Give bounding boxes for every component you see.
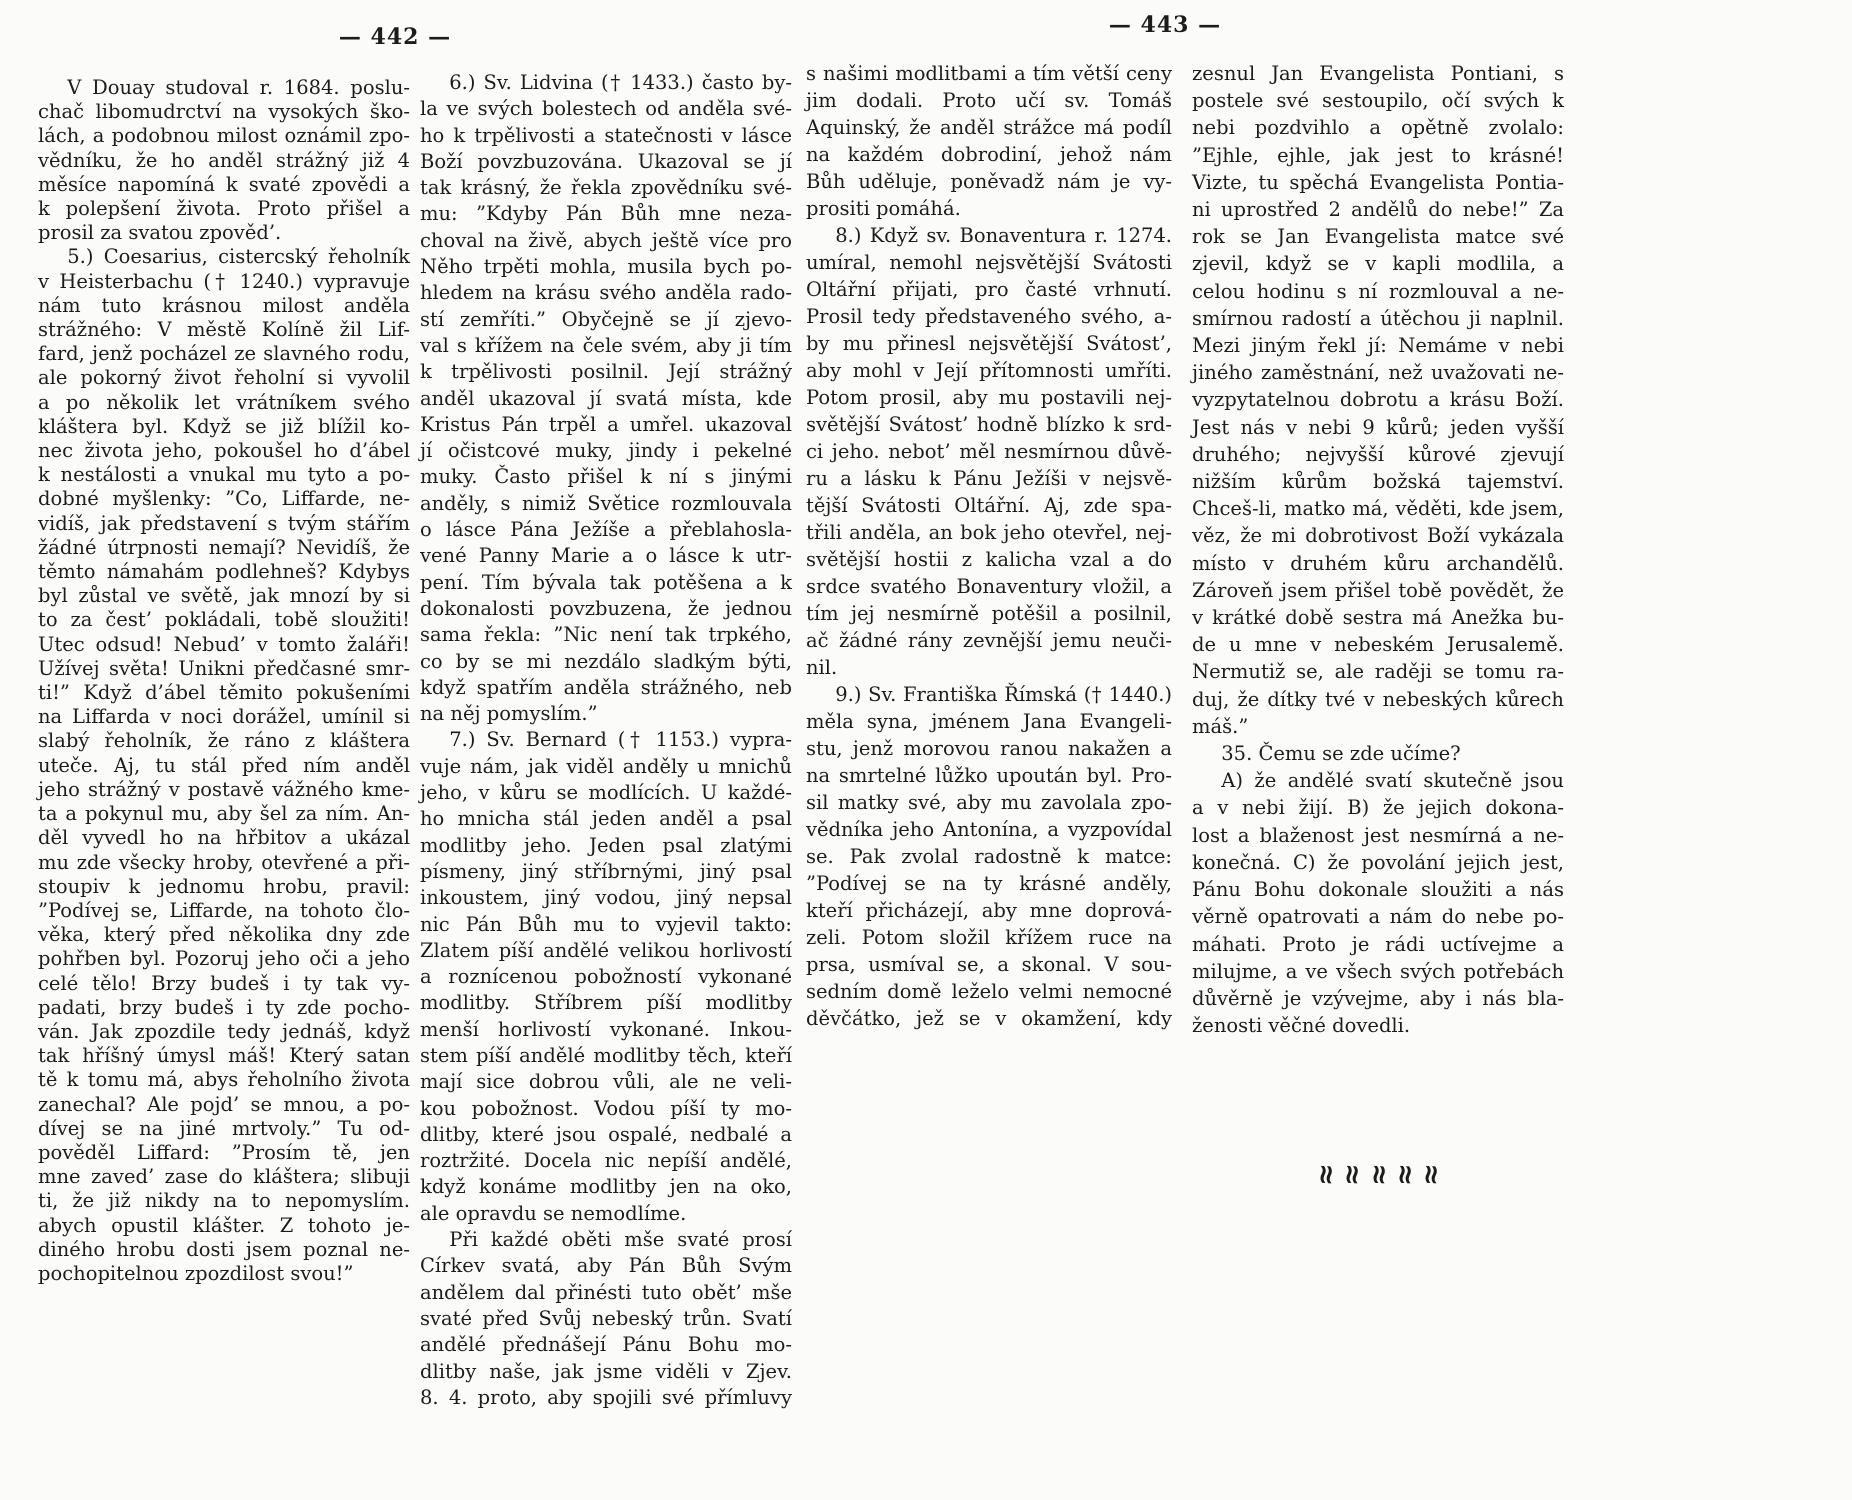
text-line: sama řekla: ”Nic není tak trpkého, xyxy=(420,623,792,647)
text-line: a po několik let vrátníkem svého xyxy=(38,390,410,414)
text-line: kou pobožnost. Vodou píší ty mo- xyxy=(420,1096,792,1120)
text-line: na smrtelné lůžko upoután byl. Pro- xyxy=(806,764,1172,787)
text-line: pochopitelnou zpozdilost svou!” xyxy=(38,1261,354,1285)
text-line: Pánu Bohu dokonale sloužiti a nás xyxy=(1192,878,1564,902)
squiggle-ornament-icon: ≀≀ xyxy=(1422,1158,1437,1191)
text-line: duj, že dítky tvé v nebeských kůrech xyxy=(1192,687,1564,711)
text-line: ti, že již nikdy na to nepomyslím. xyxy=(38,1189,410,1213)
text-line: muky. Často přišel k ní s jinými xyxy=(420,465,792,489)
text-line: chač libomudrctví na vysokých ško- xyxy=(38,100,410,124)
text-line: byl zůstal ve světě, jak mnozí by si xyxy=(38,584,410,608)
text-line: s našimi modlitbami a tím větší ceny xyxy=(806,62,1172,85)
text-line: ci jeho. nebot’ měl nesmírnou důvě- xyxy=(806,440,1172,463)
text-line: V Douay studoval r. 1684. poslu- xyxy=(67,76,410,99)
text-line: máhati. Proto je rádi uctívejme a xyxy=(1192,932,1564,956)
text-line: menší horlivostí vykonané. Inkou- xyxy=(420,1017,792,1041)
text-line: 5.) Coesarius, cistercský řeholník xyxy=(67,245,410,269)
text-line: nebi pozdvihlo a opětně zvolalo: xyxy=(1192,116,1564,140)
text-line: Nermutiž se, ale raději se tomu ra- xyxy=(1192,660,1564,684)
text-line: sil matky své, aby mu zavolala zpo- xyxy=(806,791,1172,814)
text-line: Jest nás v nebi 9 kůrů; jeden vyšší xyxy=(1192,415,1564,439)
text-line: 35. Čemu se zde učíme? xyxy=(1221,742,1461,766)
text-line: stem píší andělé modlitby těch, kteří xyxy=(420,1043,792,1067)
text-line: Oltářní přijati, pro časté vrhnutí. xyxy=(806,278,1172,301)
text-line: třili anděla, an bok jeho otevřel, nej- xyxy=(806,521,1172,544)
text-line: nám tuto krásnou milost anděla xyxy=(38,293,410,317)
text-line: milujme, a ve všech svých potřebách xyxy=(1192,959,1564,983)
text-line: by mu přinesl nejsvětější Svátost’, xyxy=(806,332,1172,355)
text-line: dobné myšlenky: ”Co, Liffarde, ne- xyxy=(38,487,410,511)
text-line: choval na živě, abych ještě více pro xyxy=(420,228,792,252)
text-line: v krátké době sestra má Anežka bu- xyxy=(1192,606,1564,630)
text-line: mají sice dobrou vůli, ale ne veli- xyxy=(420,1070,792,1094)
text-line: Bůh uděluje, poněvadž nám je vy- xyxy=(806,170,1172,193)
text-line: jim dodali. Proto učí sv. Tomáš xyxy=(806,89,1172,112)
text-line: Aquinský, že anděl strážce má podíl xyxy=(806,116,1172,139)
text-line: děl vyvedl ho na hřbitov a ukázal xyxy=(38,826,410,850)
text-line: ván. Jak zpozdile tedy jednáš, když xyxy=(38,1019,410,1043)
text-line: Církev svatá, aby Pán Bůh Svým xyxy=(420,1254,792,1278)
text-line: celou hodinu s ní rozmlouval a ne- xyxy=(1192,279,1564,303)
text-line: 8. 4. proto, aby spojili své přímluvy xyxy=(420,1385,792,1409)
text-line: místo v druhém kůru archandělů. xyxy=(1192,551,1564,575)
text-line: pení. Tím bývala tak potěšena a k xyxy=(420,570,792,594)
text-line: nic Pán Bůh mu to vyjevil takto: xyxy=(420,912,792,936)
text-line: věrně opatrovati a nám do nebe po- xyxy=(1192,905,1564,929)
squiggle-ornament-icon: ≀≀ xyxy=(1369,1158,1384,1191)
text-line: dlitby, které jsou ospalé, nedbalé a xyxy=(420,1122,792,1146)
text-line: Něho trpěti mohla, musila bych po- xyxy=(420,255,792,279)
text-line: se. Pak zvolal radostně k matce: xyxy=(806,845,1172,868)
text-line: ho mnicha stál jeden anděl a psal xyxy=(420,807,792,831)
page-443-column-1 xyxy=(806,60,1172,1032)
squiggle-ornament-icon: ≀≀ xyxy=(1343,1158,1358,1191)
text-line: písmeny, jiný stříbrnými, jiný psal xyxy=(420,859,792,883)
text-line: prsa, usmíval se, a skonal. V sou- xyxy=(806,953,1172,976)
text-line: Kristus Pán trpěl a umřel. ukazoval xyxy=(420,412,792,436)
text-line: fard, jenž pocházel ze slavného rodu, xyxy=(38,342,410,366)
text-line: na Liffarda v noci dorážel, umínil si xyxy=(38,705,410,729)
text-line: 7.) Sv. Bernard († 1153.) vypra- xyxy=(449,728,792,752)
text-line: mu: ”Kdyby Pán Bůh mne neza- xyxy=(420,202,792,226)
text-line: měsíce napomíná k svaté zpovědi a xyxy=(38,172,410,196)
page-number-442: — 442 — xyxy=(338,24,452,50)
text-line: slabý řeholník, že ráno z kláštera xyxy=(38,729,410,753)
text-line: vené Panny Marie a o lásce k utr- xyxy=(420,544,792,568)
text-line: stoupiv k jednomu hrobu, pravil: xyxy=(38,874,410,898)
text-line: dívej se na jiné mrtvoly.” Tu od- xyxy=(38,1116,410,1140)
text-line: ”Podívej se, Liffarde, na tohoto člo- xyxy=(38,898,410,922)
text-line: uteče. Aj, tu stál před ním anděl xyxy=(38,753,410,777)
text-line: k polepšení života. Proto přišel a xyxy=(38,197,410,221)
text-line: světější hostii z kalicha vzal a do xyxy=(806,548,1172,571)
text-line: těmto námahám podlehneš? Kdybys xyxy=(38,560,410,584)
text-line: a roznícenou pobožností vykonané xyxy=(420,965,792,989)
text-line: strážného: V městě Kolíně žil Lif- xyxy=(38,318,410,342)
text-line: lách, a podobnou milost oznámil zpo- xyxy=(38,124,410,148)
text-line: anděl ukazoval jí svatá místa, kde xyxy=(420,386,792,410)
text-line: co by se mi nezdálo sladkým býti, xyxy=(420,649,792,673)
section-divider-ornament xyxy=(1318,1150,1435,1200)
text-line: Užívej světa! Unikni předčasné smr- xyxy=(38,656,410,680)
text-line: ale opravdu se nemodlíme. xyxy=(420,1201,687,1225)
text-line: rok se Jan Evangelista matce své xyxy=(1192,225,1564,249)
text-line: tě k tomu má, abys řeholního života xyxy=(38,1068,410,1092)
text-line: druhého; nejvyšší kůrové zjevují xyxy=(1192,442,1564,466)
text-line: roztržité. Docela nic nepíší andělé, xyxy=(420,1149,792,1173)
text-line: svaté před Svůj nebeský trůn. Svatí xyxy=(420,1306,792,1330)
text-line: ”Podívej se na ty krásné anděly, xyxy=(806,872,1172,895)
text-line: měla syna, jménem Jana Evangeli- xyxy=(806,710,1172,733)
text-line: prosil za svatou zpověd’. xyxy=(38,221,282,245)
text-line: děvčátko, jež se v okamžení, kdy xyxy=(806,1007,1172,1030)
text-line: tím jej nesmírně potěšil a posilnil, xyxy=(806,602,1172,625)
text-line: andělem dal přinésti tuto obět’ mše xyxy=(420,1280,792,1304)
page-442-column-1 xyxy=(38,76,410,1286)
text-line: Potom prosil, aby mu postavili nej- xyxy=(806,386,1172,409)
text-line: 9.) Sv. Františka Římská († 1440.) xyxy=(835,683,1172,706)
text-line: o lásce Pána Ježíše a přeblahosla- xyxy=(420,518,792,542)
text-line: světější Svátost’ hodně blízko k srd- xyxy=(806,413,1172,436)
text-line: tak hříšný úmysl máš! Který satan xyxy=(38,1044,410,1068)
text-line: de u mne v nebeském Jerusalemě. xyxy=(1192,633,1564,657)
text-line: tak krásný, že řekla zpovědníku své- xyxy=(420,176,792,200)
text-line: zeli. Potom složil křížem ruce na xyxy=(806,926,1172,949)
text-line: inkoustem, jiný vodou, jiný nepsal xyxy=(420,886,792,910)
text-line: jí očistcové muky, jindy i pekelné xyxy=(420,439,792,463)
text-line: žádné útrpnosti nemají? Nevidíš, že xyxy=(38,535,410,559)
page-443-column-2 xyxy=(1192,60,1564,1039)
text-line: la ve svých bolestech od anděla své- xyxy=(420,97,792,121)
text-line: dokonalosti povzbuzena, že jednou xyxy=(420,596,792,620)
text-line: pověděl Liffard: ”Prosím tě, jen xyxy=(38,1140,410,1164)
text-line: umíral, nemohl nejsvětější Svátosti xyxy=(806,251,1172,274)
text-line: nil. xyxy=(806,656,838,679)
text-line: celé tělo! Brzy budeš i ty tak vy- xyxy=(38,971,410,995)
text-line: kteří přicházejí, aby mne doprová- xyxy=(806,899,1172,922)
text-line: prositi pomáhá. xyxy=(806,197,961,220)
text-line: konečná. C) že povolání jejich jest, xyxy=(1192,850,1564,874)
text-line: 6.) Sv. Lidvina († 1433.) často by- xyxy=(449,71,792,94)
text-line: val s křížem na čele svém, aby ji tím xyxy=(420,333,792,357)
text-line: jeho, v kůru se modlících. U každé- xyxy=(420,781,792,805)
text-line: ale pokorný život řeholní si vyvolil xyxy=(38,366,410,390)
text-line: smírnou radostí a útěchou ji naplnil. xyxy=(1192,306,1564,330)
page-442-column-2 xyxy=(420,70,792,1411)
text-line: diného hrobu dosti jsem poznal ne- xyxy=(38,1237,410,1261)
text-line: Mezi jiným řekl jí: Nemáme v nebi xyxy=(1192,334,1564,358)
text-line: máš.” xyxy=(1192,714,1249,738)
text-line: A) že andělé svatí skutečně jsou xyxy=(1221,769,1564,793)
text-line: stí zemříti.” Obyčejně se jí zjevo- xyxy=(420,307,792,331)
text-line: Při každé oběti mše svaté prosí xyxy=(449,1228,792,1252)
page-number-443: — 443 — xyxy=(1108,12,1222,38)
text-line: srdce svatého Bonaventury vložil, a xyxy=(806,575,1172,598)
text-line: ta a pokynul mu, aby šel za ním. An- xyxy=(38,802,410,826)
text-line: vuje nám, jak viděl anděly u mnichů xyxy=(420,754,792,778)
text-line: a v nebi žijí. B) že jejich dokona- xyxy=(1192,796,1564,820)
text-line: Zároveň jsem přišel tobě povědět, že xyxy=(1192,578,1564,602)
text-line: ni uprostřed 2 andělů do nebe!” Za xyxy=(1192,198,1564,222)
text-line: když spatřím anděla strážného, neb xyxy=(420,675,792,699)
text-line: kláštera byl. Když se již blížil ko- xyxy=(38,414,410,438)
text-line: zanechal? Ale pojd’ se mnou, a po- xyxy=(38,1092,410,1116)
text-line: ač žádné rány zevnější jemu neuči- xyxy=(806,629,1172,652)
text-line: věka, který před několika dny zde xyxy=(38,923,410,947)
squiggle-ornament-icon: ≀≀ xyxy=(1317,1158,1332,1191)
text-line: na každém dobrodiní, jehož nám xyxy=(806,143,1172,166)
text-line: jeho strážný v postavě vážného kme- xyxy=(38,777,410,801)
text-line: když konáme modlitby jen na oko, xyxy=(420,1175,792,1199)
text-line: pohřben byl. Pozoruj jeho oči a jeho xyxy=(38,947,410,971)
text-line: vědníku, že ho anděl strážný již 4 xyxy=(38,148,410,172)
text-line: modlitby jeho. Jeden psal zlatými xyxy=(420,833,792,857)
text-line: k trpělivosti posilnil. Její strážný xyxy=(420,360,792,384)
text-line: vědníka jeho Antonína, a vyzpovídal xyxy=(806,818,1172,841)
text-line: tější Svátosti Oltářní. Aj, zde spa- xyxy=(806,494,1172,517)
text-line: stu, jenž morovou ranou nakažen a xyxy=(806,737,1172,760)
text-line: Utec odsud! Nebud’ v tomto žaláři! xyxy=(38,632,410,656)
text-line: ru a lásku k Pánu Ježíši v nejsvě- xyxy=(806,467,1172,490)
text-line: zesnul Jan Evangelista Pontiani, s xyxy=(1192,62,1564,85)
text-line: ”Ejhle, ejhle, jak jest to krásné! xyxy=(1192,143,1564,167)
text-line: ženosti věčné dovedli. xyxy=(1192,1014,1411,1038)
text-line: Vizte, tu spěchá Evangelista Pontia- xyxy=(1192,170,1564,194)
text-line: to za čest’ pokládali, tobě sloužiti! xyxy=(38,608,410,632)
text-line: Prosil tedy představeného svého, a- xyxy=(806,305,1172,328)
squiggle-ornament-icon: ≀≀ xyxy=(1395,1158,1410,1191)
text-line: 8.) Když sv. Bonaventura r. 1274. xyxy=(835,224,1172,247)
text-line: aby mohl v Její přítomnosti umříti. xyxy=(806,359,1172,382)
text-line: modlitby. Stříbrem píší modlitby xyxy=(420,991,792,1015)
text-line: důvěrně je vzývejme, aby i nás bla- xyxy=(1192,986,1564,1010)
text-line: k nestálosti a vnukal mu tyto a po- xyxy=(38,463,410,487)
text-line: nižším kůrům božská tajemství. xyxy=(1192,470,1564,494)
text-line: mu zde všecky hroby, otevřené a při- xyxy=(38,850,410,874)
text-line: Zlatem píší andělé velikou horlivostí xyxy=(420,938,792,962)
text-line: vidíš, jak představení s tvým stářím xyxy=(38,511,410,535)
text-line: lost a blaženost jest nesmírná a ne- xyxy=(1192,823,1564,847)
text-line: andělé přednášejí Pánu Bohu mo- xyxy=(420,1333,792,1357)
text-line: na něj pomyslím.” xyxy=(420,702,598,726)
text-line: Boží povzbuzována. Ukazoval se jí xyxy=(420,149,792,173)
text-line: sedním domě leželo velmi nemocné xyxy=(806,980,1172,1003)
text-line: nec života jeho, pokoušel ho d’ábel xyxy=(38,439,410,463)
text-line: hledem na krásu svého anděla rado- xyxy=(420,281,792,305)
text-line: abych opustil klášter. Z tohoto je- xyxy=(38,1213,410,1237)
text-line: vyzpytatelnou dobrotu a krásu Boží. xyxy=(1192,388,1564,412)
text-line: ho k trpělivosti a statečnosti v lásce xyxy=(420,123,792,147)
text-line: mne zaved’ zase do kláštera; slibuji xyxy=(38,1165,410,1189)
text-line: anděly, s nimiž Světice rozmlouvala xyxy=(420,491,792,515)
text-line: v Heisterbachu († 1240.) vypravuje xyxy=(38,269,410,293)
text-line: zjevil, když se v kapli modlila, a xyxy=(1192,252,1564,276)
text-line: ti!” Když d’ábel těmito pokušeními xyxy=(38,681,410,705)
text-line: dlitby naše, jak jsme viděli v Zjev. xyxy=(420,1359,792,1383)
text-line: jiného zaměstnání, než uvažovati ne- xyxy=(1192,361,1564,385)
text-line: věz, že mi dobrotivost Boží vykázala xyxy=(1192,524,1564,548)
text-line: padati, brzy budeš i ty zde pocho- xyxy=(38,995,410,1019)
text-line: postele své sestoupilo, očí svých k xyxy=(1192,89,1564,113)
text-line: Chceš-li, matko má, věděti, kde jsem, xyxy=(1192,497,1564,521)
